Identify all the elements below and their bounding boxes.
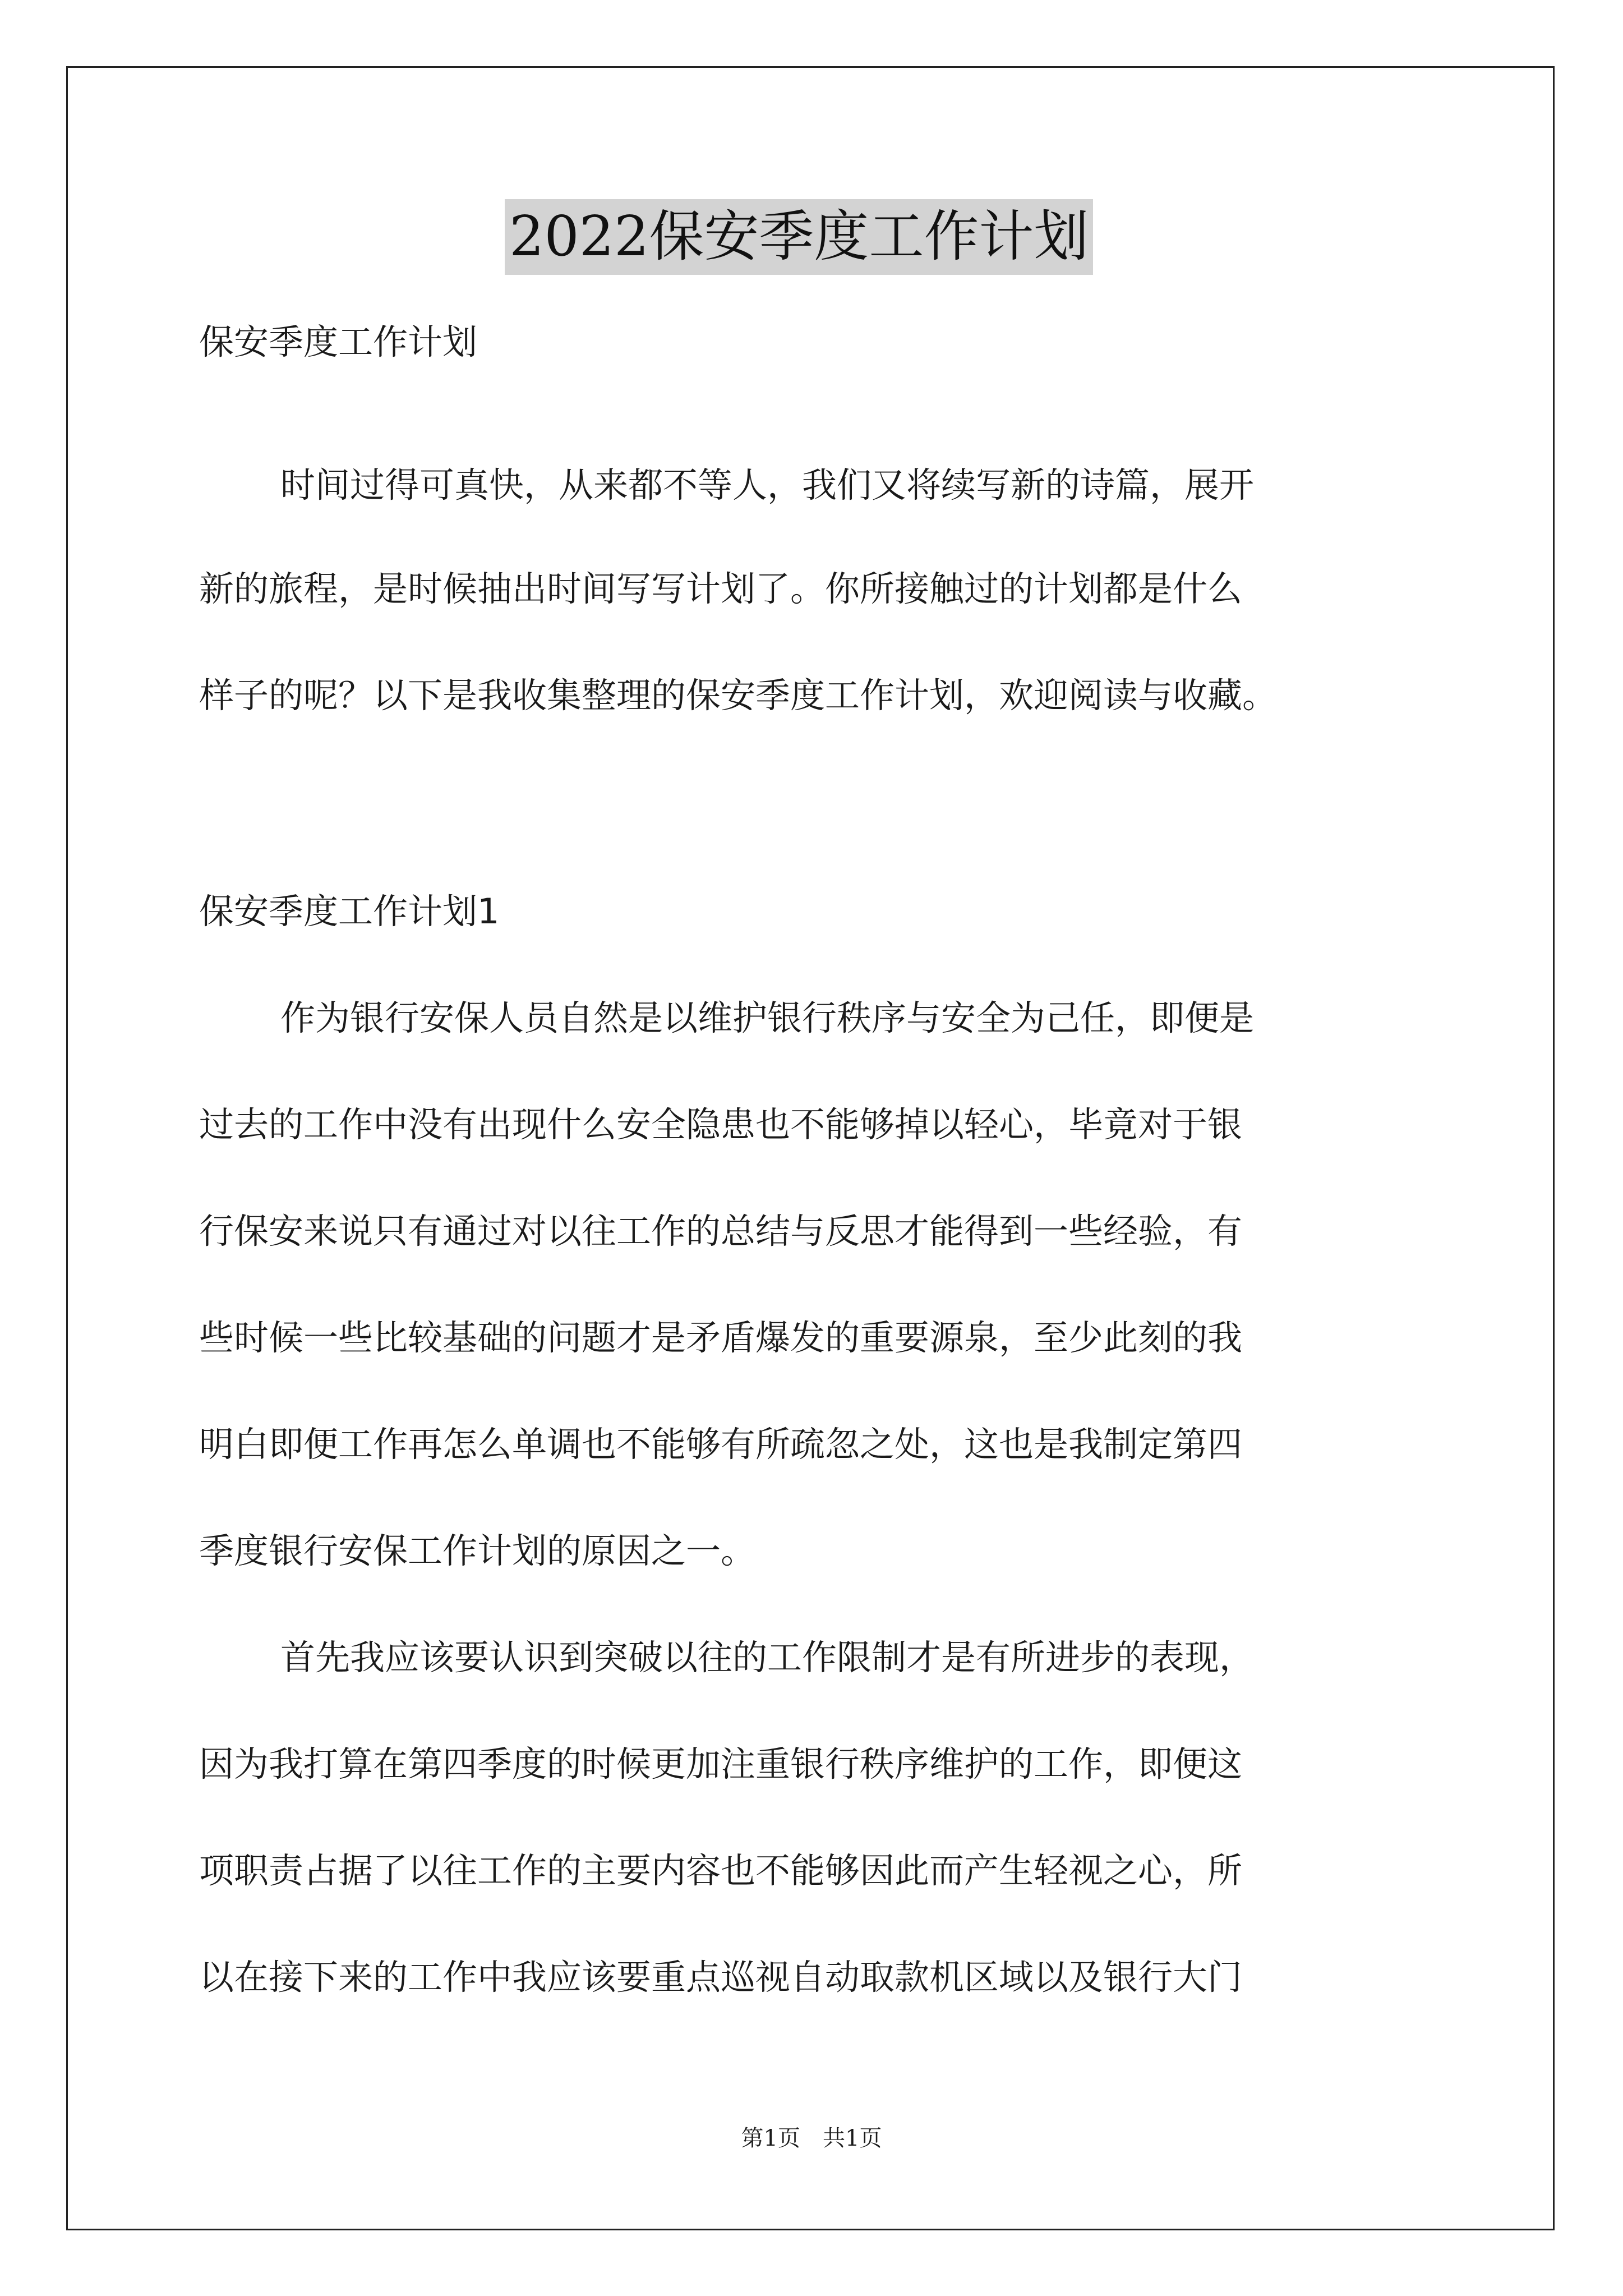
paragraph-line: 过去的工作中没有出现什么安全隐患也不能够掉以轻心，毕竟对于银 bbox=[199, 1104, 1243, 1145]
paragraph-line: 明白即便工作再怎么单调也不能够有所疏忽之处，这也是我制定第四 bbox=[199, 1424, 1243, 1465]
intro-line: 样子的呢？以下是我收集整理的保安季度工作计划，欢迎阅读与收藏。 bbox=[199, 675, 1278, 716]
intro-line: 时间过得可真快，从来都不等人，我们又将续写新的诗篇，展开 bbox=[280, 464, 1255, 505]
paragraph-line: 季度银行安保工作计划的原因之一。 bbox=[199, 1530, 756, 1571]
page-number-footer: 第1页 共1页 bbox=[741, 2125, 882, 2151]
paragraph-line: 行保安来说只有通过对以往工作的总结与反思才能得到一些经验，有 bbox=[199, 1211, 1243, 1251]
paragraph-line: 因为我打算在第四季度的时候更加注重银行秩序维护的工作，即便这 bbox=[199, 1743, 1243, 1784]
paragraph-line: 项职责占据了以往工作的主要内容也不能够因此而产生轻视之心，所 bbox=[199, 1850, 1243, 1891]
document-title: 2022保安季度工作计划 bbox=[505, 199, 1093, 275]
paragraph-line: 以在接下来的工作中我应该要重点巡视自动取款机区域以及银行大门 bbox=[199, 1957, 1243, 1998]
paragraph-line: 首先我应该要认识到突破以往的工作限制才是有所进步的表现， bbox=[280, 1637, 1255, 1678]
page-border bbox=[66, 66, 1555, 2230]
intro-line: 新的旅程，是时候抽出时间写写计划了。你所接触过的计划都是什么 bbox=[199, 568, 1243, 609]
paragraph-line: 作为银行安保人员自然是以维护银行秩序与安全为己任，即便是 bbox=[280, 997, 1255, 1038]
paragraph-line: 些时候一些比较基础的问题才是矛盾爆发的重要源泉，至少此刻的我 bbox=[199, 1317, 1243, 1358]
subtitle: 保安季度工作计划 bbox=[199, 321, 478, 362]
section-heading: 保安季度工作计划1 bbox=[199, 891, 500, 932]
